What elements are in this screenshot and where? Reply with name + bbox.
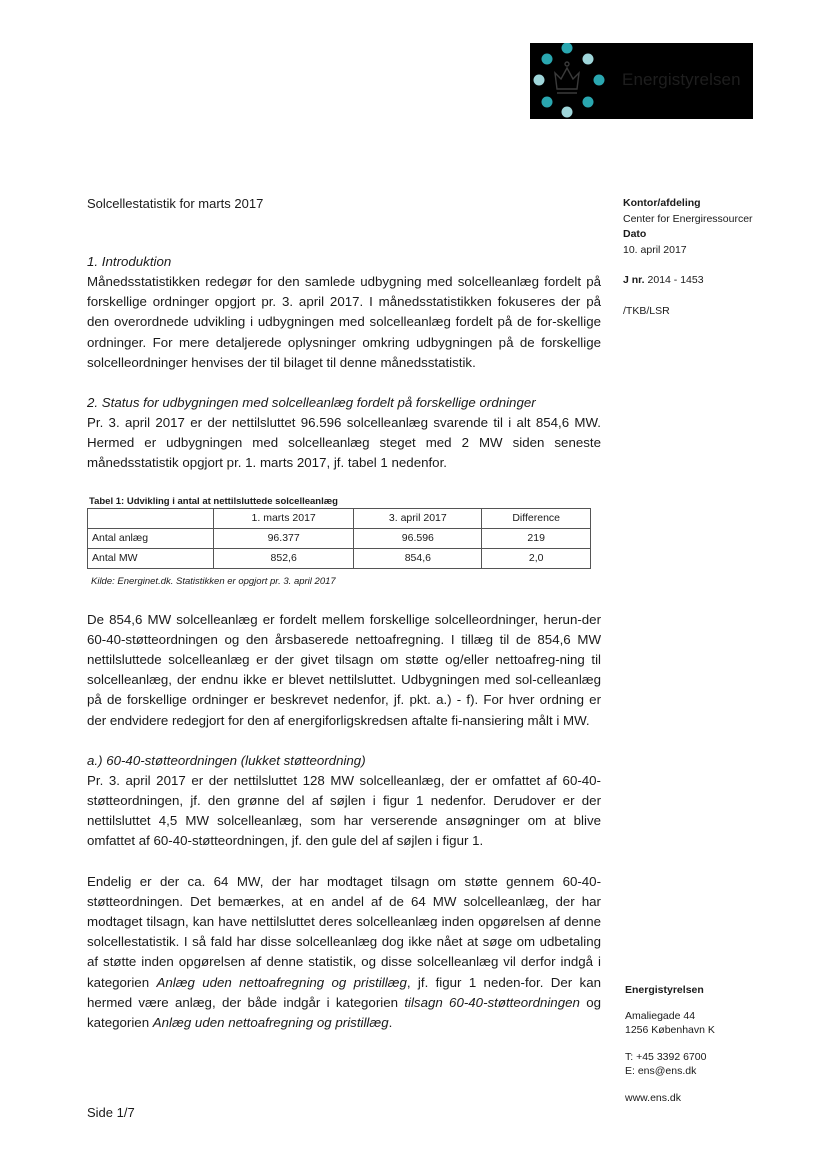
paragraph-commitments	[87, 872, 601, 1034]
main-content	[87, 252, 601, 1033]
jnr-value: 2014 - 1453	[647, 274, 704, 286]
phone: T: +45 3392 6700	[625, 1051, 707, 1063]
table-cell: Antal MW	[88, 548, 214, 568]
date-label: Dato	[623, 228, 647, 240]
table-cell: 96.377	[214, 528, 354, 548]
table-cell: 219	[482, 528, 591, 548]
energistyrelsen-logo	[530, 43, 753, 119]
table-cell: Antal anlæg	[88, 528, 214, 548]
document-title: Solcellestatistik for marts 2017	[87, 196, 264, 211]
italic-term: Anlæg uden nettoafregning og pristillæg	[156, 974, 407, 990]
table-header-cell	[88, 508, 214, 528]
street: Amaliegade 44	[625, 1010, 696, 1022]
table-cell: 96.596	[354, 528, 482, 548]
table-caption: Tabel 1: Udvikling i antal at nettilsluttede solcelleanlæg	[89, 495, 338, 507]
section-1-text: Månedsstatistikken redegør for den samlede udbygning med solcelleanlæg fordelt på forskellige ordninger opgjort pr. 3. april 2017. I månedsstatistikken fokuseres der på den overordnede udvikling i udbygningen med solcelleanlæg fordelt på de for-skellige ordninger. For mere detaljerede oplysninger omkring udbygningen på de forskellige solcelleordninger henvises der til bilaget til denne månedsstatistik.	[87, 274, 601, 370]
italic-term: Anlæg uden nettoafregning og pristillæg	[152, 1015, 389, 1031]
section-a-text: Pr. 3. april 2017 er der nettilsluttet 128 MW solcelleanlæg, der er omfattet af 60-40-støtteordningen, jf. den grønne del af søjlen i figur 1 nedenfor. Derudover er der nettilsluttet 4,5 MW solcelleanlæg, som har verserende ansøgninger om at blive omfattet af 60-40-støtteordningen, jf. den gule del af søjlen i figur 1.	[87, 772, 601, 849]
table-1	[87, 496, 601, 587]
section-2-heading: 2. Status for udbygningen med solcelleanlæg fordelt på forskellige ordninger	[87, 395, 536, 411]
paragraph-distribution: De 854,6 MW solcelleanlæg er fordelt mellem forskellige solcelleordninger, herun-der 60-40-støtteordningen og den årsbaserede nettoafregning. I tillæg til de 854,6 MW nettilsluttede solcelleanlæg er der givet tilsagn om støtte og/eller nettoafreg-ning til solcelleanlæg, der endnu ikke er blevet nettilsluttet. Udbygningen med sol-celleanlæg på de forskellige ordninger er beskrevet nedenfor, jf. pkt. a.) - f). For hver ordning er der endvidere redegjort for den af energiforligskredsen aftalte fi-nansiering målt i MW.	[87, 611, 601, 728]
section-a-heading: a.) 60-40-støtteordningen (lukket støtteordning)	[87, 752, 366, 768]
text-run: og kategorien	[87, 994, 601, 1031]
section-2-text: Pr. 3. april 2017 er der nettilsluttet 96.596 solcelleanlæg svarende til i alt 854,6 MW. Hermed er udbygningen med solcelleanlæg steget med 2 MW siden seneste månedsstatistik opgjort pr. 1. marts 2017, jf. tabel 1 nedenfor.	[87, 415, 601, 471]
table-source: Kilde: Energinet.dk. Statistikken er opgjort pr. 3. april 2017	[91, 575, 336, 587]
table-header-cell: 1. marts 2017	[214, 508, 354, 528]
office-value: Center for Energiressourcer	[623, 212, 753, 225]
org-name: Energistyrelsen	[625, 984, 704, 996]
table-row	[88, 528, 591, 548]
date-value: 10. april 2017	[623, 243, 687, 256]
table-row	[88, 548, 591, 568]
office-label: Kontor/afdeling	[623, 197, 701, 209]
text-run: , jf. figur 1 neden-for. Der kan hermed være anlæg, der både indgår i kategorien	[87, 974, 601, 1010]
data-table	[87, 508, 591, 569]
table-header-cell: Difference	[482, 508, 591, 528]
page-number: Side 1/7	[87, 1105, 135, 1120]
journal-number	[623, 273, 803, 289]
table-cell: 852,6	[214, 548, 354, 568]
table-header-cell: 3. april 2017	[354, 508, 482, 528]
italic-term: tilsagn 60-40-støtteordningen	[404, 994, 580, 1010]
address-block	[625, 983, 805, 1105]
city: 1256 København K	[625, 1024, 715, 1036]
jnr-label: J nr.	[623, 274, 645, 286]
logo-wordmark: Energistyrelsen	[622, 70, 741, 89]
website[interactable]: www.ens.dk	[625, 1092, 682, 1104]
table-cell: 854,6	[354, 548, 482, 568]
text-run: Endelig er der ca. 64 MW, der har modtaget tilsagn om støtte gennem 60-40-støtteordningen. Det bemærkes, at en andel af de 64 MW solcelleanlæg, der har modtaget tilsagn, kan have nettilsluttet deres solcelleanlæg inden opgørelsen af denne solcellestatistik. I så fald har disse solcelleanlæg dog ikke nået at søge om udbetaling af støtte inden opgørelsen af denne statistik, og disse solcelleanlæg vil derfor indgå i kategorien	[87, 873, 601, 990]
table-header-row	[88, 508, 591, 528]
text-run: .	[388, 1015, 393, 1031]
section-1-heading: 1. Introduktion	[87, 254, 172, 269]
email[interactable]: E: ens@ens.dk	[625, 1065, 697, 1077]
table-cell: 2,0	[482, 548, 591, 568]
document-meta	[623, 196, 803, 319]
initials: /TKB/LSR	[623, 304, 670, 317]
